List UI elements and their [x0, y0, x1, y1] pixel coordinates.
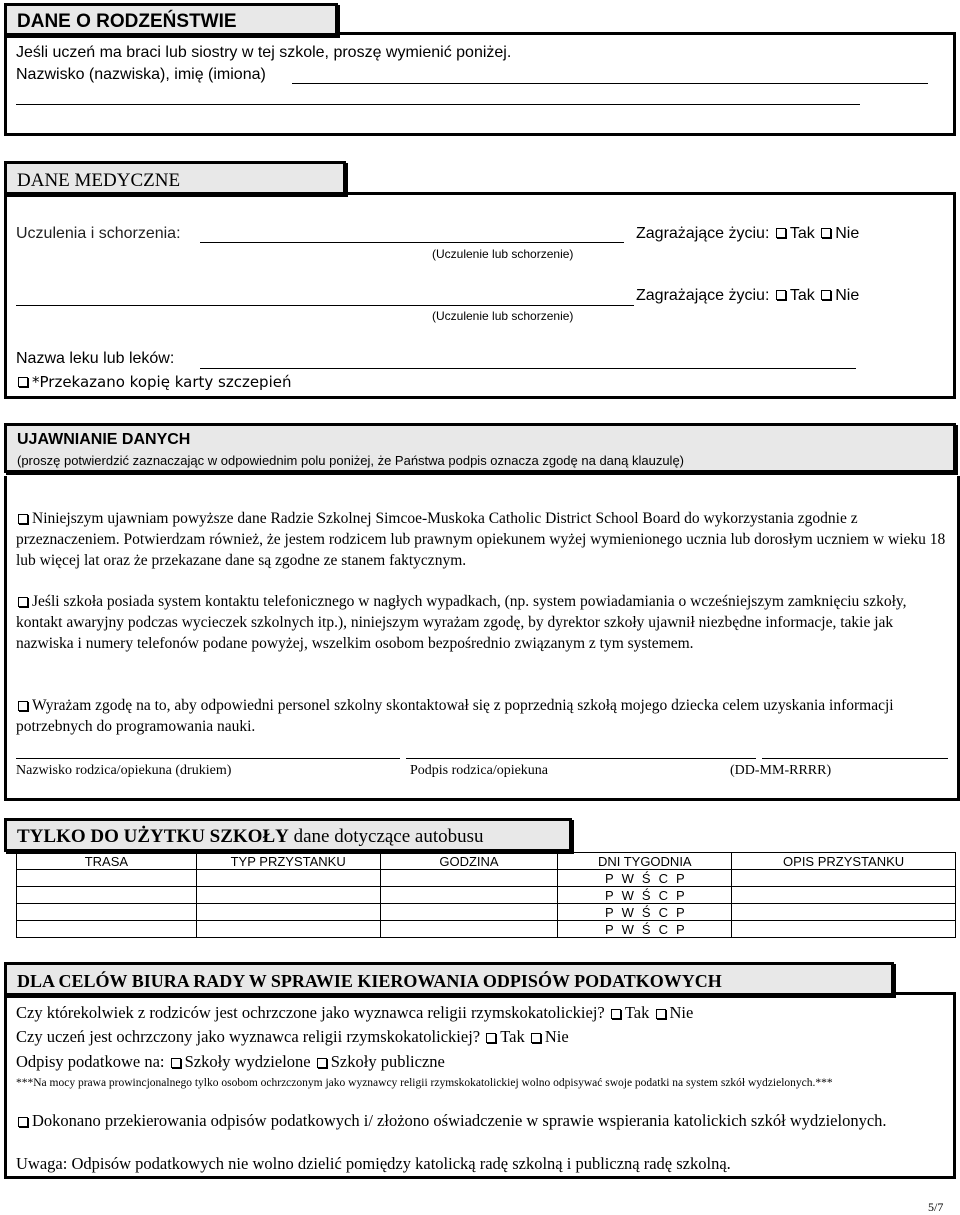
disclosure-header-box: [4, 423, 956, 473]
vaccination-row: [16, 373, 291, 391]
life-threat-no-checkbox-1[interactable]: [821, 228, 831, 238]
tax-note: ***Na mocy prawa prowincjonalnego tylko osobom ochrzczonym jako wyznawcy religii rzymskokatolickiej wolno odpisywać swoje podatki na system szkół wydzielonych.***: [16, 1077, 833, 1089]
tax-redirect-label: Dokonano przekierowania odpisów podatkowych i/ złożono oświadczenie w sprawie wspierania katolickich szkół wydzielonych.: [32, 1111, 887, 1130]
cell-typ[interactable]: [196, 921, 380, 938]
allergy-hint-2: (Uczulenie lub schorzenie): [432, 309, 574, 323]
tax-q1: Czy którekolwiek z rodziców jest ochrzczone jako wyznawca religii rzymskokatolickiej?: [16, 1003, 605, 1022]
col-godzina: GODZINA: [380, 853, 558, 870]
table-row: [17, 904, 956, 921]
disclosure-para-3: [16, 695, 936, 737]
tax-q2-yes-checkbox[interactable]: [486, 1033, 496, 1043]
tax-header-box: [4, 962, 894, 996]
sig-signature-line[interactable]: [406, 758, 756, 759]
bus-header: [17, 826, 484, 848]
siblings-names-label: Nazwisko (nazwiska), imię (imiona): [16, 66, 266, 83]
disclosure-text-2: Jeśli szkoła posiada system kontaktu telefonicznego w nagłych wypadkach, (np. system powiadamiania o wcześniejszym zamknięciu szkoły, kontakt awaryjny podczas wycieczek szkolnych itp.), niniejszym wyrażam zgodę, by dyrektor szkoły ujawnił niezbędne informacje, takie jak nazwiska i numery telefonów podane powyżej, wszelkim osobom bezpośrednio związanym z tym systemem.: [16, 593, 907, 652]
tax-separate-label: Szkoły wydzielone: [184, 1052, 311, 1071]
bus-header-bold: TYLKO DO UŻYTKU SZKOŁY: [17, 826, 289, 847]
tax-q1-row: [16, 1003, 693, 1023]
col-trasa: TRASA: [17, 853, 197, 870]
vaccination-checkbox[interactable]: [18, 377, 28, 387]
cell-opis[interactable]: [732, 887, 956, 904]
cell-typ[interactable]: [196, 870, 380, 887]
cell-trasa[interactable]: [17, 870, 197, 887]
allergy-hint-1: (Uczulenie lub schorzenie): [432, 247, 574, 261]
tax-public-label: Szkoły publiczne: [330, 1052, 445, 1071]
tax-q2-no-checkbox[interactable]: [531, 1033, 541, 1043]
tax-q1-no-checkbox[interactable]: [656, 1009, 666, 1019]
disclosure-para-2: [16, 591, 926, 654]
cell-typ[interactable]: [196, 887, 380, 904]
disclosure-para-1: [16, 508, 946, 571]
cell-godzina[interactable]: [380, 887, 558, 904]
life-threat-yes-checkbox-2[interactable]: [776, 290, 786, 300]
cell-trasa[interactable]: [17, 887, 197, 904]
disclosure-header: UJAWNIANIE DANYCH: [17, 431, 191, 448]
life-threat-no-label-1: Nie: [835, 225, 860, 242]
tax-q1-yes-checkbox[interactable]: [611, 1009, 621, 1019]
siblings-header-box: [4, 3, 338, 36]
cell-opis[interactable]: [732, 904, 956, 921]
life-threat-label-1: Zagrażające życiu:: [636, 225, 770, 242]
life-threat-yes-label-1: Tak: [789, 225, 815, 242]
sig-name-label: Nazwisko rodzica/opiekuna (drukiem): [16, 763, 232, 778]
col-typ-przystanku: TYP PRZYSTANKU: [196, 853, 380, 870]
tax-redirect-row: [16, 1110, 916, 1132]
sig-signature-label: Podpis rodzica/opiekuna: [410, 763, 549, 778]
sig-name-line[interactable]: [16, 758, 400, 759]
table-row: [17, 921, 956, 938]
siblings-intro: Jeśli uczeń ma braci lub siostry w tej szkole, proszę wymienić poniżej.: [16, 44, 512, 61]
life-threat-yes-label-2: Tak: [789, 287, 815, 304]
col-opis-przystanku: OPIS PRZYSTANKU: [732, 853, 956, 870]
allergy-line-2[interactable]: [16, 305, 634, 306]
life-threat-label-2: Zagrażające życiu:: [636, 287, 770, 304]
tax-separate-checkbox[interactable]: [171, 1058, 181, 1068]
cell-trasa[interactable]: [17, 921, 197, 938]
life-threat-no-checkbox-2[interactable]: [821, 290, 831, 300]
table-row: [17, 870, 956, 887]
allergy-line-1[interactable]: [200, 242, 624, 243]
cell-dni[interactable]: P W Ś C P: [558, 904, 732, 921]
tax-q2: Czy uczeń jest ochrzczony jako wyznawca religii rzymskokatolickiej?: [16, 1027, 481, 1046]
tax-redirect-checkbox[interactable]: [18, 1117, 28, 1127]
tax-q2-row: [16, 1027, 569, 1047]
cell-trasa[interactable]: [17, 904, 197, 921]
vaccination-label: *Przekazano kopię karty szczepień: [32, 373, 292, 391]
cell-godzina[interactable]: [380, 921, 558, 938]
cell-opis[interactable]: [732, 921, 956, 938]
medication-line[interactable]: [200, 368, 856, 369]
disclosure-checkbox-1[interactable]: [18, 514, 28, 524]
bus-table-header-row: [17, 853, 956, 870]
col-dni-tygodnia: DNI TYGODNIA: [558, 853, 732, 870]
tax-q2-yes-label: Tak: [500, 1027, 525, 1046]
sig-date-line[interactable]: [762, 758, 948, 759]
medical-header: DANE MEDYCZNE: [17, 170, 181, 191]
bus-table: [16, 852, 956, 938]
tax-warning: Uwaga: Odpisów podatkowych nie wolno dzielić pomiędzy katolicką radę szkolną i publiczną radę szkolną.: [16, 1154, 731, 1173]
tax-header: DLA CELÓW BIURA RADY W SPRAWIE KIEROWANIA ODPISÓW PODATKOWYCH: [17, 971, 722, 991]
medication-label: Nazwa leku lub leków:: [16, 350, 175, 367]
tax-q1-no-label: Nie: [669, 1003, 694, 1022]
siblings-names-line-2[interactable]: [16, 104, 860, 105]
bus-header-box: [4, 818, 572, 852]
cell-godzina[interactable]: [380, 870, 558, 887]
disclosure-text-3: Wyrażam zgodę na to, aby odpowiedni personel szkolny skontaktował się z poprzednią szkołą mojego dziecka celem uzyskania informacji potrzebnych do programowania nauki.: [16, 697, 894, 735]
cell-dni[interactable]: P W Ś C P: [558, 887, 732, 904]
tax-public-checkbox[interactable]: [317, 1058, 327, 1068]
tax-q1-yes-label: Tak: [624, 1003, 650, 1022]
cell-typ[interactable]: [196, 904, 380, 921]
disclosure-checkbox-3[interactable]: [18, 701, 28, 711]
disclosure-subheader: (proszę potwierdzić zaznaczając w odpowiednim polu poniżej, że Państwa podpis oznacza zgodę na daną klauzulę): [17, 453, 684, 468]
cell-dni[interactable]: P W Ś C P: [558, 921, 732, 938]
table-row: [17, 887, 956, 904]
life-threat-yes-checkbox-1[interactable]: [776, 228, 786, 238]
bus-header-rest: dane dotyczące autobusu: [293, 826, 484, 847]
tax-q2-no-label: Nie: [544, 1027, 569, 1046]
life-threat-row-2: [636, 287, 859, 305]
cell-godzina[interactable]: [380, 904, 558, 921]
allergies-label: Uczulenia i schorzenia:: [16, 225, 181, 242]
life-threat-no-label-2: Nie: [835, 287, 860, 304]
tax-odpisy-row: [16, 1052, 445, 1072]
life-threat-row-1: [636, 225, 859, 243]
disclosure-checkbox-2[interactable]: [18, 597, 28, 607]
disclosure-text-1: Niniejszym ujawniam powyższe dane Radzie Szkolnej Simcoe-Muskoka Catholic District School Board do wykorzystania zgodnie z przeznaczeniem. Potwierdzam również, że jestem rodzicem lub prawnym opiekunem wyżej wymienionego ucznia lub dorosłym uczniem w wieku 18 lub więcej lat oraz że przekazane dane są zgodne ze stanem faktycznym.: [16, 510, 946, 569]
medical-header-box: [4, 161, 346, 195]
siblings-names-line-1[interactable]: [292, 83, 928, 84]
sig-date-label: (DD-MM-RRRR): [730, 763, 832, 778]
tax-odpisy-label: Odpisy podatkowe na:: [16, 1052, 165, 1071]
cell-dni[interactable]: P W Ś C P: [558, 870, 732, 887]
cell-opis[interactable]: [732, 870, 956, 887]
siblings-header: DANE O RODZEŃSTWIE: [17, 11, 237, 32]
page-number: 5/7: [928, 1200, 944, 1214]
